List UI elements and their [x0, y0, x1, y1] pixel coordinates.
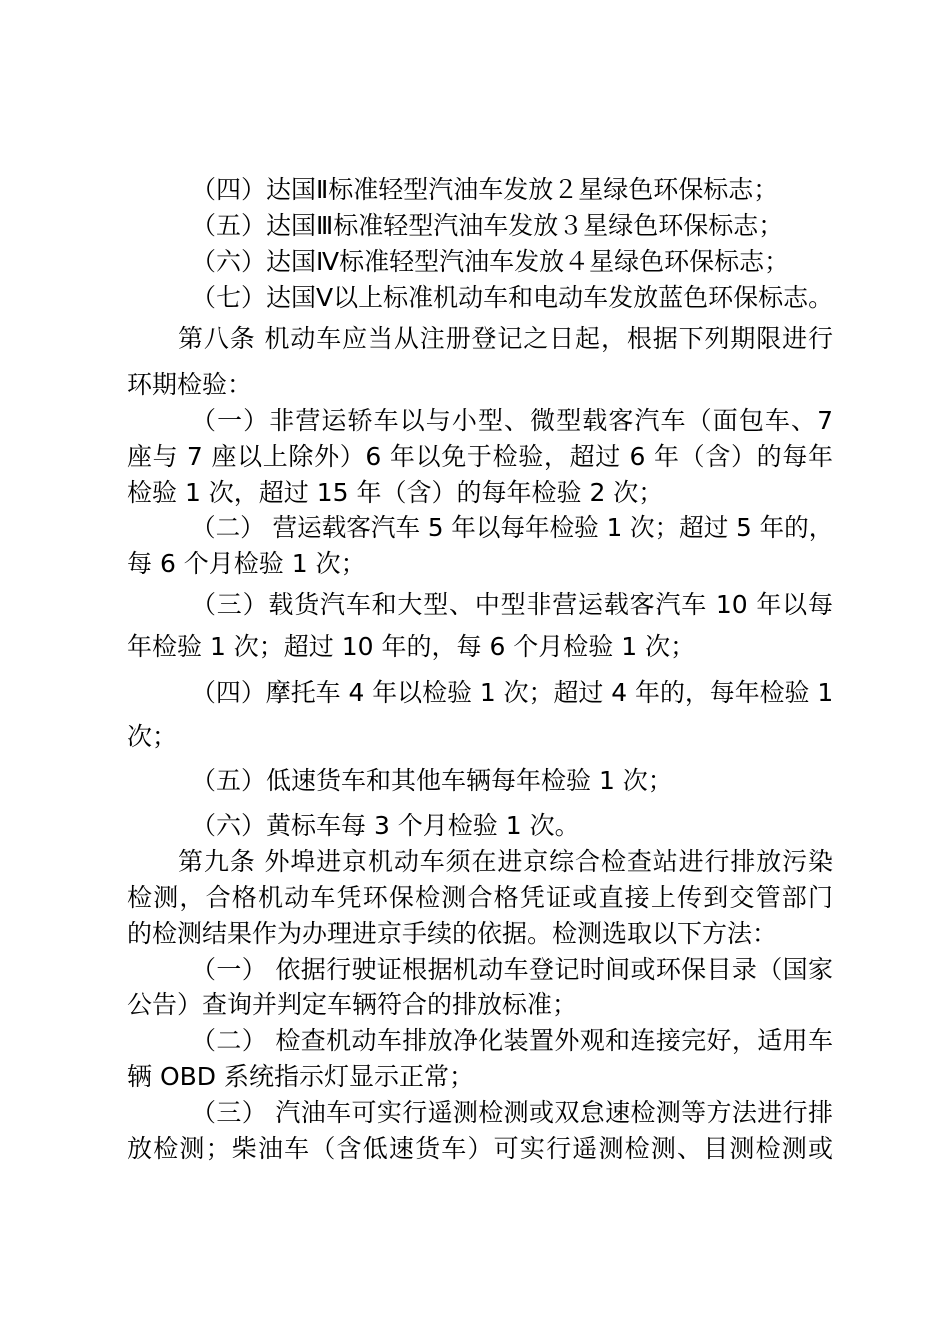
- text-line: （五）达国Ⅲ标准轻型汽油车发放３星绿色环保标志；: [191, 211, 784, 240]
- text-line: （四）达国Ⅱ标准轻型汽油车发放２星绿色环保标志；: [191, 175, 779, 204]
- text-line: 年检验 1 次；超过 10 年的，每 6 个月检验 1 次；: [127, 632, 696, 661]
- text-line: 放检测；柴油车（含低速货车）可实行遥测检测、目测检测或: [127, 1134, 833, 1163]
- text-line: 每 6 个月检验 1 次；: [127, 549, 366, 578]
- text-line: （一）非营运轿车以与小型、微型载客汽车（面包车、7: [191, 406, 833, 435]
- text-line: 次；: [127, 722, 178, 751]
- text-line: （三） 汽油车可实行遥测检测或双怠速检测等方法进行排: [191, 1098, 833, 1127]
- text-line: （三）载货汽车和大型、中型非营运载客汽车 10 年以每: [191, 590, 833, 619]
- text-line: （四）摩托车 4 年以检验 1 次；超过 4 年的，每年检验 1: [191, 678, 834, 707]
- article-heading-line: 第九条 外埠进京机动车须在进京综合检查站进行排放污染: [178, 847, 833, 876]
- text-line: （五）低速货车和其他车辆每年检验 1 次；: [191, 766, 673, 795]
- text-line: （一） 依据行驶证根据机动车登记时间或环保目录（国家: [191, 955, 833, 984]
- text-line: 检验 1 次，超过 15 年（含）的每年检验 2 次；: [127, 478, 664, 507]
- text-line: 检测，合格机动车凭环保检测合格凭证或直接上传到交管部门: [127, 883, 833, 912]
- article-heading-line: 第八条 机动车应当从注册登记之日起，根据下列期限进行: [178, 324, 833, 353]
- text-line: 的检测结果作为办理进京手续的依据。检测选取以下方法：: [127, 919, 778, 948]
- text-line: 公告）查询并判定车辆符合的排放标准；: [127, 990, 578, 1019]
- text-line: 座与 7 座以上除外）6 年以免于检验，超过 6 年（含）的每年: [127, 442, 833, 471]
- text-line: 环期检验：: [127, 370, 253, 399]
- text-line: （二） 检查机动车排放净化装置外观和连接完好，适用车: [191, 1026, 833, 1055]
- text-line: （七）达国Ⅴ以上标准机动车和电动车发放蓝色环保标志。: [191, 283, 834, 312]
- text-line: （二） 营运载客汽车 5 年以每年检验 1 次；超过 5 年的，: [191, 513, 834, 542]
- text-line: 辆 OBD 系统指示灯显示正常；: [127, 1062, 474, 1091]
- text-line: （六）黄标车每 3 个月检验 1 次。: [191, 811, 580, 840]
- text-line: （六）达国Ⅳ标准轻型汽油车发放４星绿色环保标志；: [191, 247, 790, 276]
